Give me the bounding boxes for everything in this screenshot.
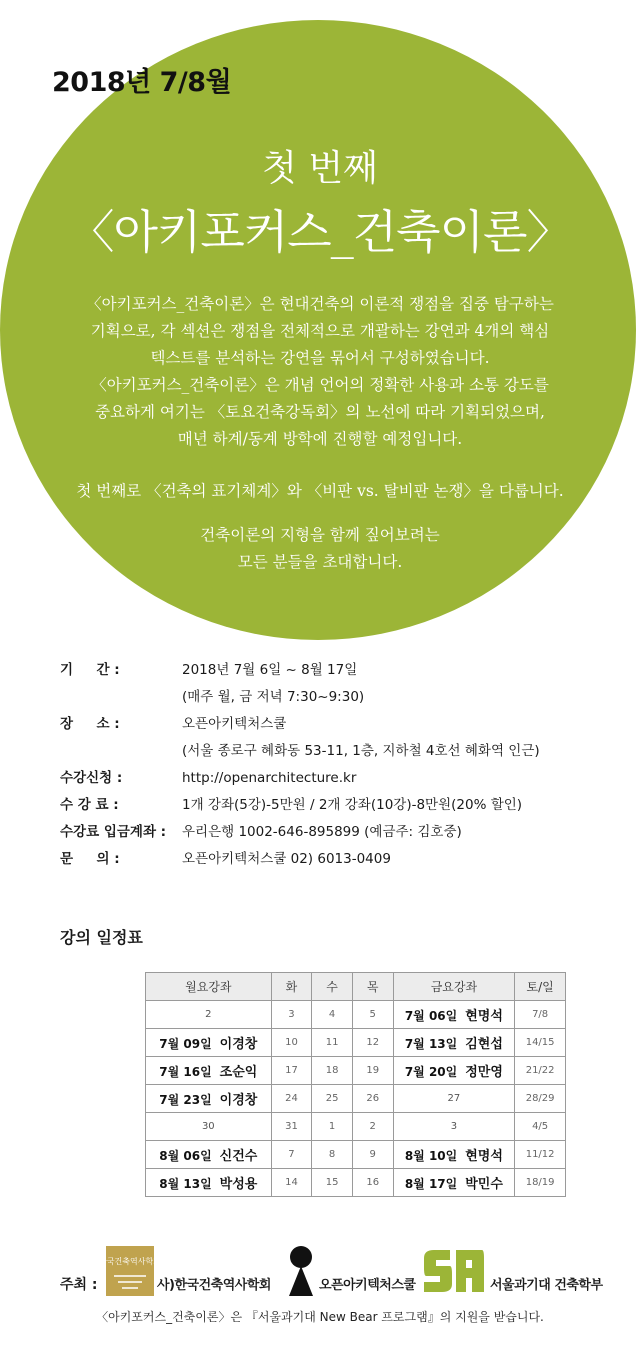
friday-lecture-cell [393, 1169, 515, 1197]
lecture-date: 7월 20일 [404, 1065, 458, 1079]
open-architecture-school-logo [286, 1244, 316, 1298]
lecturer-name: 신건수 [219, 1149, 258, 1164]
info-label: 수강료 입금계좌 : [60, 824, 167, 840]
sponsor-bar [0, 1244, 640, 1300]
weekend-date-cell: 28/29 [515, 1085, 566, 1113]
schedule-title: 강의 일정표 [60, 928, 143, 947]
wednesday-date-cell: 8 [312, 1141, 353, 1169]
lecturer-name: 조순익 [219, 1065, 258, 1080]
weekend-date-cell: 4/5 [515, 1113, 566, 1141]
thursday-date-cell: 16 [352, 1169, 393, 1197]
date-heading: 2018년 7/8월 [52, 67, 232, 98]
weekend-date-cell: 18/19 [515, 1169, 566, 1197]
sponsor-label: 주최 : [60, 1277, 98, 1293]
lecturer-name: 현명석 [465, 1149, 503, 1164]
seoultech-logo [422, 1248, 486, 1294]
title-line-2: 〈아키포커스_건축이론〉 [68, 205, 572, 259]
info-label: 수 강 료 : [60, 797, 119, 813]
intro-line: 〈아키포커스_건축이론〉은 개념 언어의 정확한 사용과 소통 강도를 [91, 376, 549, 394]
schedule-header-row [146, 973, 566, 1001]
monday-lecture-cell: 2 [146, 1001, 272, 1029]
footer-note: 〈아키포커스_건축이론〉은 『서울과기대 New Bear 프로그램』의 지원을 받습니다. [96, 1310, 544, 1324]
header-weekend: 토/일 [515, 973, 566, 1001]
friday-lecture-cell [393, 1057, 515, 1085]
monday-lecture-cell [146, 1085, 272, 1113]
tuesday-date-cell: 24 [271, 1085, 312, 1113]
info-label: 수강신청 : [60, 770, 123, 786]
lecture-date: 7월 16일 [159, 1065, 212, 1079]
lecturer-name: 정만영 [465, 1065, 503, 1080]
intro-line: 기획으로, 각 섹션은 쟁점을 전체적으로 개괄하는 강연과 4개의 핵심 [90, 322, 550, 340]
tuesday-date-cell: 17 [271, 1057, 312, 1085]
schedule-row [146, 1085, 566, 1113]
thursday-date-cell: 12 [352, 1029, 393, 1057]
lecturer-name: 현명석 [465, 1009, 503, 1024]
lecture-date: 8월 17일 [404, 1177, 458, 1191]
tuesday-date-cell: 7 [271, 1141, 312, 1169]
header-wednesday: 수 [312, 973, 353, 1001]
intro-line: 첫 번째로 〈건축의 표기체계〉와 〈비판 vs. 탈비판 논쟁〉을 다룹니다. [76, 482, 564, 500]
header-monday: 월요강좌 [146, 973, 272, 1001]
friday-lecture-cell: 3 [393, 1113, 515, 1141]
wednesday-date-cell: 1 [312, 1113, 353, 1141]
info-value: 우리은행 1002-646-895899 (예금주: 김호중) [182, 824, 462, 840]
wednesday-date-cell: 25 [312, 1085, 353, 1113]
lecture-date: 8월 06일 [159, 1149, 212, 1163]
lecturer-name: 이경창 [219, 1037, 258, 1052]
wednesday-date-cell: 11 [312, 1029, 353, 1057]
sponsor-name-2: 오픈아키텍처스쿨 [319, 1278, 416, 1293]
thursday-date-cell: 26 [352, 1085, 393, 1113]
intro-line: 매년 하계/동계 방학에 진행할 예정입니다. [177, 430, 463, 448]
tuesday-date-cell: 10 [271, 1029, 312, 1057]
lecture-date: 7월 09일 [159, 1037, 212, 1051]
intro-line: 〈아키포커스_건축이론〉은 현대건축의 이론적 쟁점을 집중 탐구하는 [86, 295, 554, 313]
wednesday-date-cell: 18 [312, 1057, 353, 1085]
intro-line: 건축이론의 지형을 함께 짚어보려는 [200, 526, 440, 544]
weekend-date-cell: 7/8 [515, 1001, 566, 1029]
lecturer-name: 박민수 [465, 1177, 503, 1192]
schedule-table [145, 972, 566, 1197]
info-label: 장 소 : [60, 716, 120, 732]
friday-lecture-cell [393, 1141, 515, 1169]
monday-lecture-cell [146, 1057, 272, 1085]
info-label: 기 간 : [60, 662, 120, 678]
logo-text: 한국건축역사학회 [99, 1257, 161, 1266]
korean-architectural-history-logo [99, 1246, 161, 1296]
weekend-date-cell: 21/22 [515, 1057, 566, 1085]
schedule-row [146, 1057, 566, 1085]
intro-line: 모든 분들을 초대합니다. [237, 553, 403, 571]
intro-line: 텍스트를 분석하는 강연을 묶어서 구성하였습니다. [150, 349, 490, 367]
title-line-1: 첫 번째 [262, 148, 378, 189]
info-value: 오픈아키텍처스쿨 02) 6013-0409 [182, 851, 391, 867]
monday-lecture-cell [146, 1141, 272, 1169]
lecturer-name: 이경창 [219, 1093, 258, 1108]
intro-paragraph-2 [40, 478, 600, 505]
tuesday-date-cell: 14 [271, 1169, 312, 1197]
info-value: (매주 월, 금 저녁 7:30~9:30) [182, 689, 365, 705]
friday-lecture-cell [393, 1001, 515, 1029]
thursday-date-cell: 2 [352, 1113, 393, 1141]
friday-lecture-cell: 27 [393, 1085, 515, 1113]
lecture-date: 8월 13일 [159, 1177, 212, 1191]
lecture-date: 7월 23일 [159, 1093, 212, 1107]
monday-lecture-cell [146, 1029, 272, 1057]
sponsor-name-1: 사)한국건축역사학회 [157, 1278, 271, 1293]
schedule-row [146, 1113, 566, 1141]
header-friday: 금요강좌 [393, 973, 515, 1001]
thursday-date-cell: 9 [352, 1141, 393, 1169]
header-thursday: 목 [352, 973, 393, 1001]
lecture-date: 7월 13일 [404, 1037, 458, 1051]
lecturer-name: 김현섭 [465, 1037, 503, 1052]
thursday-date-cell: 5 [352, 1001, 393, 1029]
intro-paragraph-1 [40, 291, 600, 453]
schedule-row [146, 1029, 566, 1057]
schedule-row [146, 1141, 566, 1169]
monday-lecture-cell [146, 1169, 272, 1197]
wednesday-date-cell: 15 [312, 1169, 353, 1197]
intro-line: 중요하게 여기는 〈토요건축강독회〉의 노선에 따라 기획되었으며, [95, 403, 545, 421]
friday-lecture-cell [393, 1029, 515, 1057]
weekend-date-cell: 11/12 [515, 1141, 566, 1169]
header-tuesday: 화 [271, 973, 312, 1001]
lecture-date: 8월 10일 [404, 1149, 458, 1163]
monday-lecture-cell: 30 [146, 1113, 272, 1141]
lecturer-name: 박성용 [219, 1177, 258, 1192]
schedule-row [146, 1169, 566, 1197]
lecture-date: 7월 06일 [404, 1009, 458, 1023]
info-value: (서울 종로구 혜화동 53-11, 1층, 지하철 4호선 혜화역 인근) [182, 743, 540, 759]
info-label: 문 의 : [60, 851, 120, 867]
thursday-date-cell: 19 [352, 1057, 393, 1085]
info-value: 오픈아키텍처스쿨 [182, 716, 287, 732]
registration-link[interactable]: http://openarchitecture.kr [182, 770, 357, 786]
weekend-date-cell: 14/15 [515, 1029, 566, 1057]
sponsor-name-3: 서울과기대 건축학부 [490, 1278, 603, 1293]
schedule-row [146, 1001, 566, 1029]
tuesday-date-cell: 31 [271, 1113, 312, 1141]
info-value: 2018년 7월 6일 ~ 8월 17일 [182, 662, 358, 678]
intro-paragraph-3 [40, 522, 600, 576]
wednesday-date-cell: 4 [312, 1001, 353, 1029]
info-value: 1개 강좌(5강)-5만원 / 2개 강좌(10강)-8만원(20% 할인) [182, 797, 523, 813]
tuesday-date-cell: 3 [271, 1001, 312, 1029]
